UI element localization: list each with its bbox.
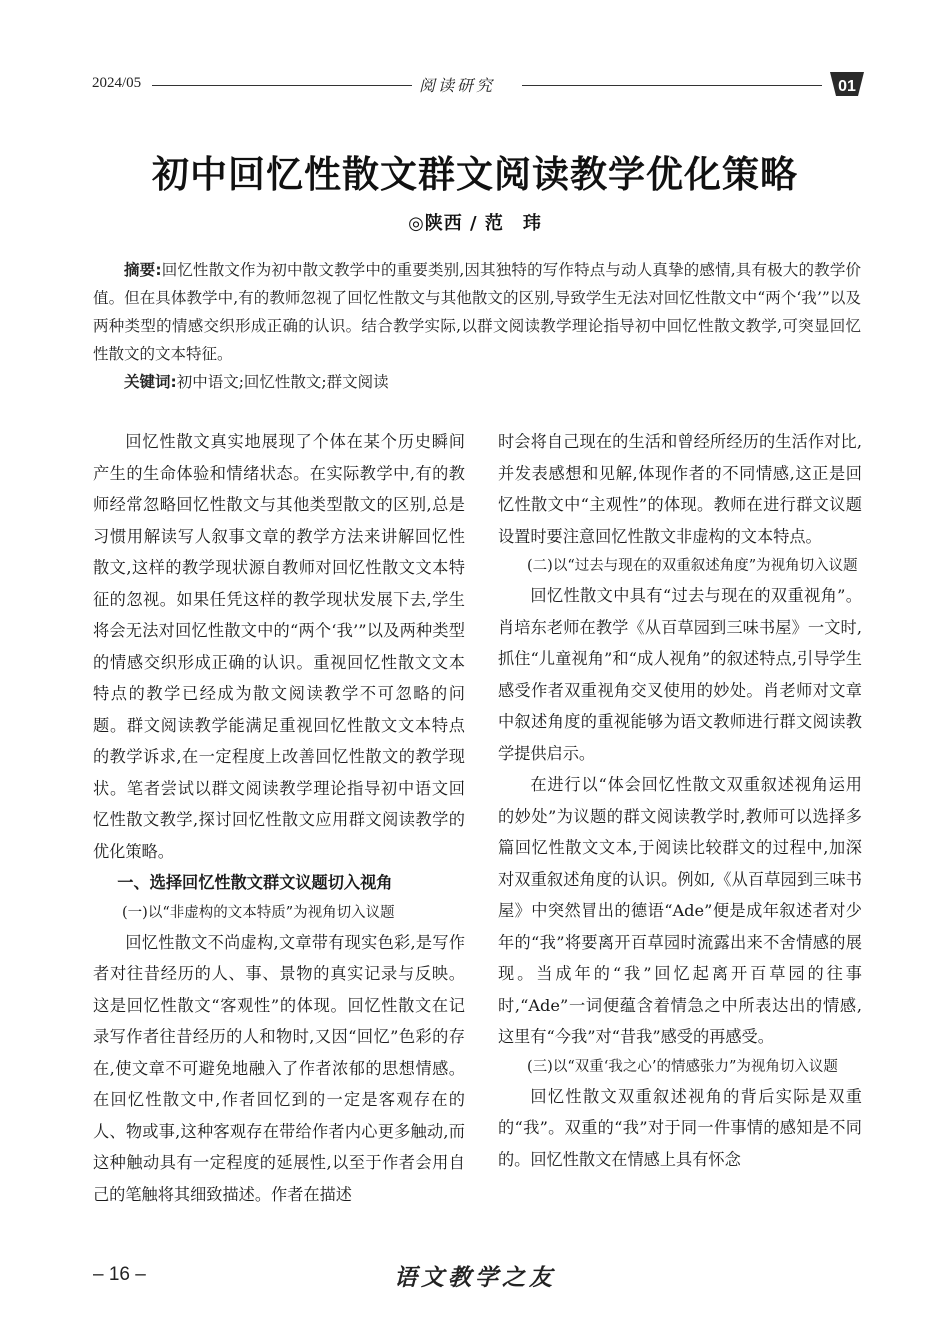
subsection-heading: (一)以“非虚构的文本特质”为视角切入议题	[122, 904, 395, 921]
issue-date: 2024/05	[92, 75, 142, 91]
abstract-label: 摘要:	[124, 261, 162, 279]
subsection-heading: (三)以“双重‘我之心’的情感张力”为视角切入议题	[527, 1058, 838, 1075]
body-paragraph: 回忆性散文不尚虚构,文章带有现实色彩,是写作者对往昔经历的人、事、景物的真实记录与反映。这是回忆性散文“客观性”的体现。回忆性散文在记录写作者往昔经历的人和物时,又因“回忆”色彩的存在,使文章不可避免地融入了作者浓郁的思想情感。在回忆性散文中,作者回忆到的一定是客观存在的人、物或事,这种客观存在带给作者内心更多触动,而这种触动具有一定程度的延展性,以至于作者会用自己的笔触将其细致描述。作者在描述	[93, 932, 465, 1204]
body-paragraph: 时会将自己现在的生活和曾经所经历的生活作对比,并发表感想和见解,体现作者的不同情感,这正是回忆性散文中“主观性”的体现。教师在进行群文议题设置时要注意回忆性散文非虚构的文本特点。	[498, 432, 862, 546]
section-heading: 一、选择回忆性散文群文议题切入视角	[117, 873, 393, 892]
body-column-left	[93, 426, 465, 1210]
article-title: 初中回忆性散文群文阅读教学优化策略	[152, 153, 798, 196]
abstract-text: 回忆性散文作为初中散文教学中的重要类别,因其独特的写作特点与动人真挚的感情,具有极大的教学价值。但在具体教学中,有的教师忽视了回忆性散文与其他散文的区别,导致学生无法对回忆性散文中“两个‘我’”以及两种类型的情感交织形成正确的认识。结合教学实际,以群文阅读教学理论指导初中回忆性散文教学,可突显回忆性散文的文本特征。	[93, 261, 861, 363]
body-paragraph: 回忆性散文双重叙述视角的背后实际是双重的“我”。双重的“我”对于同一件事情的感知是不同的。回忆性散文在情感上具有怀念	[498, 1086, 862, 1169]
article-author: ◎陕西 / 范 玮	[408, 213, 542, 234]
body-column-right	[498, 426, 862, 1175]
page-mark-icon	[830, 70, 864, 98]
journal-name: 语文教学之友	[394, 1264, 556, 1291]
header-rule-right	[522, 85, 822, 86]
page-mark-text: 01	[838, 78, 856, 95]
header-rule-left	[152, 85, 412, 86]
body-paragraph: 在进行以“体会回忆性散文双重叙述视角运用的妙处”为议题的群文阅读教学时,教师可以选择多篇回忆性散文文本,于阅读比较群文的过程中,加深对双重叙述角度的认识。例如,《从百草园到三味书屋》中突然冒出的德语“Ade”便是成年叙述者对少年的“我”将要离开百草园时流露出来不舍情感的展现。当成年的“我”回忆起离开百草园的往事时,“Ade”一词便蕴含着情急之中所表达出的情感,这里有“今我”对“昔我”感受的再感受。	[498, 775, 862, 1046]
keywords-text: 初中语文;回忆性散文;群文阅读	[176, 373, 389, 391]
keywords-line	[93, 368, 861, 396]
keywords-label: 关键词:	[124, 373, 177, 391]
page-number: – 16 –	[93, 1264, 146, 1285]
column-name: 阅读研究	[419, 76, 496, 95]
running-header	[92, 70, 860, 100]
body-paragraph: 回忆性散文中具有“过去与现在的双重视角”。肖培东老师在教学《从百草园到三味书屋》一文时,抓住“儿童视角”和“成人视角”的叙述特点,引导学生感受作者双重视角交叉使用的妙处。肖老师对文章中叙述角度的重视能够为语文教师进行群文阅读教学提供启示。	[498, 586, 862, 763]
body-paragraph: 回忆性散文真实地展现了个体在某个历史瞬间产生的生命体验和情绪状态。在实际教学中,有的教师经常忽略回忆性散文与其他类型散文的区别,总是习惯用解读写人叙事文章的教学方法来讲解回忆性散文,这样的教学现状源自教师对回忆性散文文本特征的忽视。如果任凭这样的教学现状发展下去,学生将会无法对回忆性散文中的“两个‘我’”以及两种类型的情感交织形成正确的认识。重视回忆性散文文本特点的教学已经成为散文阅读教学不可忽略的问题。群文阅读教学能满足重视回忆性散文文本特点的教学诉求,在一定程度上改善回忆性散文的教学现状。笔者尝试以群文阅读教学理论指导初中语文回忆性散文教学,探讨回忆性散文应用群文阅读教学的优化策略。	[93, 432, 465, 861]
abstract-block	[93, 256, 861, 396]
abstract-paragraph	[93, 256, 861, 368]
subsection-heading: (二)以“过去与现在的双重叙述角度”为视角切入议题	[527, 558, 858, 574]
